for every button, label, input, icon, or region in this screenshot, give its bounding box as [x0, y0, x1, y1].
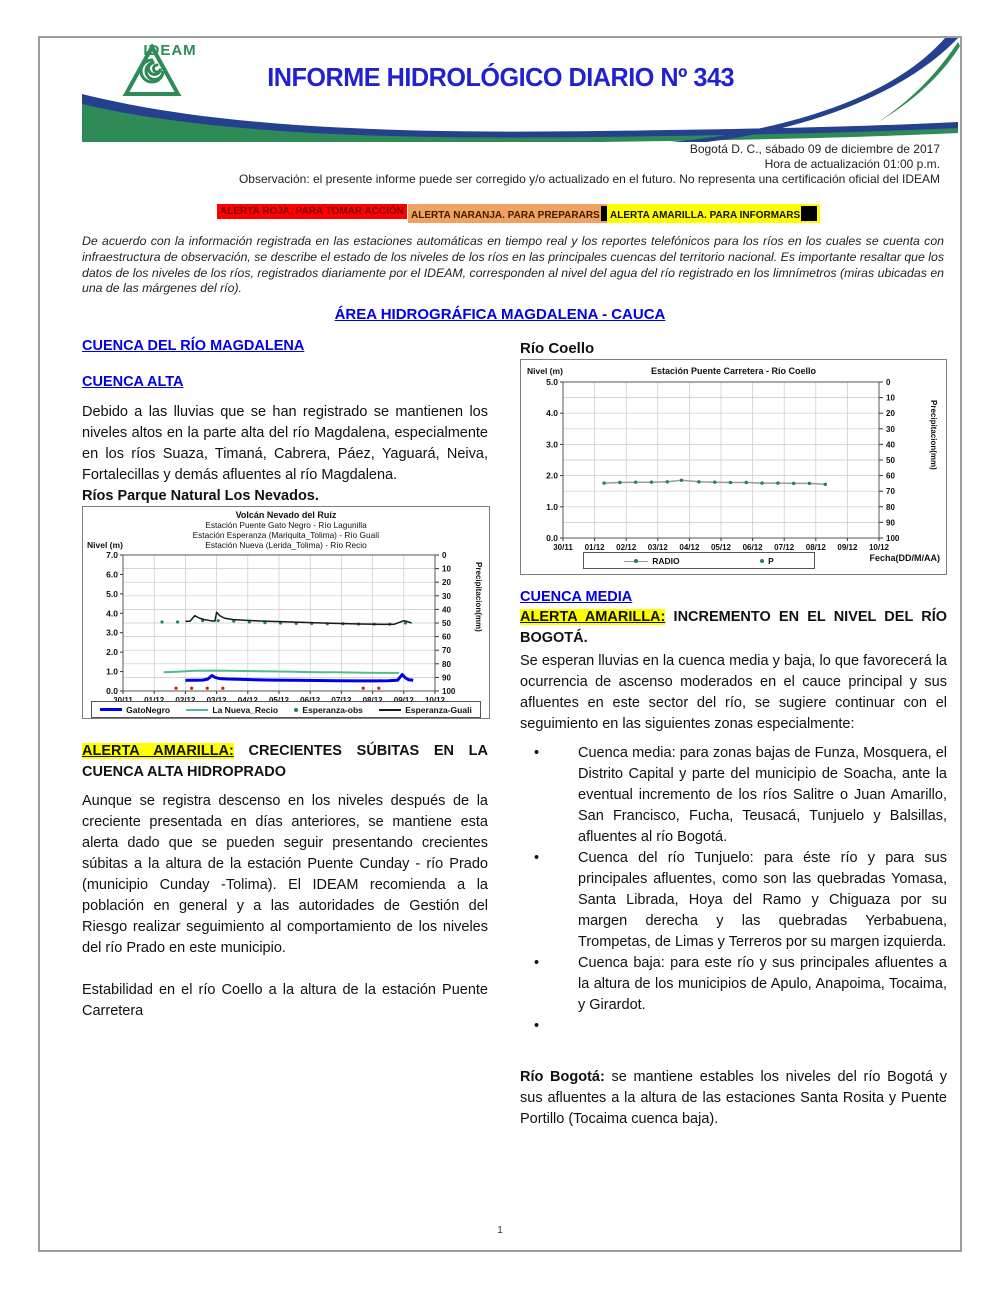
chart1-legend — [91, 701, 481, 718]
svg-text:80: 80 — [886, 502, 895, 512]
intro-paragraph: De acuerdo con la información registrada en las estaciones automáticas en tiempo real y los reportes telefónicos para los ríos en los cuales se cuenta con infraestructura de observación, se describe el estado de los niveles de los ríos en las principales cuencas del territorio nacional. Es importante resaltar que los datos de los niveles de los ríos, registrados diariamente por el IDEAM, corresponden al nivel del agua del río registrado en los limnímetros (miras ubicadas en una de las márgenes del río). — [82, 234, 944, 296]
list-item — [520, 953, 947, 1016]
chart-rio-coello — [520, 359, 947, 575]
watch-zones-list — [520, 743, 947, 1037]
dot-swatch — [294, 708, 298, 712]
logo-text: IDEAM — [143, 42, 197, 59]
chart2-legend — [583, 552, 815, 569]
rio-bogota-label: Río Bogotá: — [520, 1069, 605, 1085]
alert-orange-badge — [408, 204, 620, 223]
svg-text:0: 0 — [886, 378, 891, 387]
svg-text:30/11: 30/11 — [553, 543, 573, 552]
alert-title-text: CRECIENTES SÚBITAS EN LA CUENCA ALTA HIDROPRADO — [82, 743, 489, 780]
svg-text:5.0: 5.0 — [106, 588, 118, 599]
chart1-plot — [83, 507, 489, 718]
section-heading-cuenca-magdalena: CUENCA DEL RÍO MAGDALENA — [82, 338, 305, 354]
svg-text:20: 20 — [886, 409, 895, 419]
legend-item-radio — [624, 556, 679, 566]
legend-label: P — [768, 555, 774, 566]
svg-text:80: 80 — [442, 659, 451, 669]
svg-text:4.0: 4.0 — [546, 408, 558, 419]
rio-coello-heading: Río Coello — [520, 340, 595, 357]
svg-text:50: 50 — [886, 456, 895, 465]
cuenca-alta-paragraph: Debido a las lluvias que se han registrado se mantienen los niveles altos en la parte alta del río Magdalena, especialmente en los ríos Suaza, Timaná, Cabrera, Páez, Yaguará, Neiva, Fortalecillas y demás afluentes al río Magdalena. — [82, 404, 488, 483]
svg-text:40: 40 — [886, 440, 895, 450]
coello-stability-paragraph: Estabilidad en el río Coello a la altura de la estación Puente Carretera — [82, 982, 488, 1019]
svg-text:0: 0 — [442, 551, 447, 560]
dot-swatch — [760, 559, 764, 563]
alerta-amarilla-bogota — [520, 607, 947, 649]
svg-text:3.0: 3.0 — [106, 627, 118, 638]
svg-text:04/12: 04/12 — [679, 543, 700, 552]
mountain-triangle — [126, 47, 178, 94]
line-swatch — [100, 708, 122, 711]
chart1-title: Volcán Nevado del Ruíz — [235, 510, 337, 520]
chart1-right-axis-label: Precipitacion(mm) — [474, 562, 483, 632]
ideam-logo-icon — [120, 44, 184, 102]
legend-item-esperanza-obs — [294, 705, 362, 715]
chart1-left-axis-label: Nivel (m) — [87, 540, 123, 550]
legend-item-esperanza-guali — [379, 705, 472, 715]
chart2-title: Estación Puente Carretera - Río Coello — [650, 366, 817, 376]
svg-text:10: 10 — [886, 393, 895, 403]
bullet-marker: • — [534, 1018, 540, 1034]
svg-text:02/12: 02/12 — [616, 543, 637, 552]
rio-bogota-paragraph — [520, 1067, 947, 1130]
alert-red-badge: ALERTA ROJA. PARA TOMAR ACCIÓN — [217, 204, 407, 219]
svg-text:0.0: 0.0 — [106, 686, 118, 696]
header-banner — [40, 38, 960, 142]
alert-yellow-highlight: ALERTA AMARILLA: — [520, 609, 666, 625]
chart1-subtitle-3: Estación Nueva (Lerida_Tolima) - Río Recio — [205, 540, 367, 550]
svg-text:1.0: 1.0 — [546, 501, 558, 512]
alert-legend — [40, 204, 960, 226]
chart2-right-axis-label: Precipitacion(mm) — [929, 400, 938, 470]
page-number: 1 — [497, 1225, 503, 1236]
svg-text:2.0: 2.0 — [546, 470, 558, 481]
chart1-caption: Ríos Parque Natural Los Nevados. — [82, 488, 319, 504]
bullet-marker: • — [534, 955, 540, 971]
svg-text:08/12: 08/12 — [805, 543, 826, 552]
date-block — [60, 142, 940, 187]
bullet-marker: • — [534, 850, 540, 866]
legend-item-gatonegro — [100, 705, 170, 715]
chart2-plot — [521, 360, 946, 574]
line-swatch — [186, 709, 208, 711]
bullet-marker: • — [534, 745, 540, 761]
svg-text:70: 70 — [886, 487, 895, 497]
svg-text:60: 60 — [886, 471, 895, 481]
update-time: Hora de actualización 01:00 p.m. — [764, 157, 940, 171]
observation-note: Observación: el presente informe puede ser corregido y/o actualizado en el futuro. No representa una certificación oficial del IDEAM — [238, 172, 940, 186]
svg-text:100: 100 — [886, 534, 900, 543]
dateline: Bogotá D. C., sábado 09 de diciembre de 2017 — [689, 142, 940, 156]
hidroprado-paragraph: Aunque se registra descenso en los niveles después de la creciente presentada en días anteriores, se mantiene esta alerta dado que se pueden seguir presentando crecientes súbitas a la altura de la estación Puente Cunday - río Prado (municipio Cunday -Tolima). El IDEAM recomienda a la población en general y a las autoridades de Gestión del Riesgo realizar seguimiento al comportamiento de los niveles del río Prado en este municipio. — [82, 793, 488, 956]
svg-text:7.0: 7.0 — [106, 550, 118, 560]
svg-text:2.0: 2.0 — [106, 647, 118, 658]
list-item — [520, 743, 947, 848]
alert-yellow-highlight: ALERTA AMARILLA: — [82, 743, 234, 759]
alerta-amarilla-hidroprado — [82, 741, 488, 783]
chart2-left-axis-label: Nivel (m) — [527, 366, 563, 376]
legend-label: Esperanza-Guali — [405, 704, 472, 715]
area-heading: ÁREA HIDROGRÁFICA MAGDALENA - CAUCA — [334, 306, 666, 323]
svg-text:30: 30 — [886, 424, 895, 434]
svg-text:05/12: 05/12 — [710, 543, 732, 552]
bullet-text: Cuenca baja: para este río y sus principales afluentes a la altura de los municipios de Apulo, Anapoima, Tocaima, y Girardot. — [578, 955, 947, 1013]
svg-text:3.0: 3.0 — [546, 439, 558, 450]
alert-orange-label: ALERTA NARANJA. PARA PREPARARS — [411, 210, 600, 221]
report-title: INFORME HIDROLÓGICO DIARIO Nº 343 — [267, 62, 735, 92]
svg-text:20: 20 — [442, 578, 451, 588]
line-dot-swatch — [624, 559, 648, 563]
legend-item-p — [760, 556, 774, 566]
legend-label: Esperanza-obs — [302, 704, 363, 715]
list-item — [520, 848, 947, 953]
legend-item-lanueva — [186, 705, 278, 715]
left-column — [82, 338, 488, 1030]
svg-text:03/12: 03/12 — [647, 543, 668, 552]
right-column — [520, 338, 947, 1138]
chart1-subtitle-2: Estación Esperanza (Mariquita_Tolima) - Río Gualí — [192, 530, 380, 540]
svg-text:0.0: 0.0 — [546, 533, 558, 543]
alert-title-text: INCREMENTO EN EL NIVEL DEL RÍO BOGOTÁ. — [520, 609, 948, 646]
svg-text:10/12: 10/12 — [868, 543, 890, 552]
bullet-text: Cuenca del río Tunjuelo: para éste río y para sus principales afluentes, como son las quebradas Yomasa, Santa Librada, Hoya del Ramo y Chiguaza por su margen derecha y las quebradas Yerbabuena, Trompetas, de Limas y Terreros por su margen izquierda. — [578, 850, 947, 950]
section-heading-cuenca-alta: CUENCA ALTA — [82, 374, 184, 390]
alert-yellow-label: ALERTA AMARILLA. PARA INFORMARS — [610, 210, 801, 221]
svg-text:70: 70 — [442, 646, 451, 656]
legend-label: GatoNegro — [126, 704, 171, 715]
list-item — [520, 1016, 947, 1037]
svg-text:50: 50 — [442, 619, 451, 628]
line-swatch — [379, 709, 401, 711]
rio-bogota-text: se mantiene estables los niveles del río Bogotá y sus afluentes a la altura de las estaciones Santa Rosita y Puente Portillo (Tocaima cuenca baja). — [520, 1069, 947, 1127]
svg-text:5.0: 5.0 — [546, 377, 558, 387]
svg-text:4.0: 4.0 — [106, 608, 118, 619]
svg-text:6.0: 6.0 — [106, 569, 118, 580]
svg-text:10: 10 — [442, 564, 451, 574]
svg-text:90: 90 — [886, 518, 895, 528]
svg-text:09/12: 09/12 — [837, 543, 858, 552]
chart1-subtitle-1: Estación Puente Gato Negro - Río Lagunilla — [205, 520, 367, 530]
cuenca-media-paragraph: Se esperan lluvias en la cuenca media y baja, lo que favorecerá la ocurrencia de ascenso moderados en el cauce principal y sus afluentes en este sector del río, se sugiere continuar con el seguimiento en las siguientes zonas especialmente: — [520, 653, 947, 732]
svg-text:60: 60 — [442, 632, 451, 642]
alert-yellow-badge — [607, 204, 820, 223]
section-heading-cuenca-media: CUENCA MEDIA — [520, 589, 633, 605]
legend-label: RADIO — [652, 555, 680, 566]
bullet-text: Cuenca media: para zonas bajas de Funza, Mosquera, el Distrito Capital y parte del municipio de Soacha, ante la eventual incremento de los ríos Salitre o Juan Amarillo, San Francisco, Fucha, Teusacá, Tunjuelo y Balsillas, afluentes al río Bogotá. — [578, 745, 947, 845]
legend-label: La Nueva_Recio — [212, 704, 279, 715]
report-page — [38, 36, 962, 1252]
svg-text:07/12: 07/12 — [774, 543, 795, 552]
svg-text:90: 90 — [442, 673, 451, 683]
chart2-x-axis-label: Fecha(DD/M/AA) — [869, 553, 940, 563]
chart-volcan-nevado — [82, 506, 490, 719]
svg-text:01/12: 01/12 — [584, 543, 605, 552]
ideam-logo — [120, 44, 220, 59]
svg-text:1.0: 1.0 — [106, 666, 118, 677]
svg-text:06/12: 06/12 — [742, 543, 763, 552]
svg-text:30: 30 — [442, 591, 451, 601]
svg-text:100: 100 — [442, 687, 456, 696]
redaction-box — [801, 206, 817, 221]
svg-text:40: 40 — [442, 605, 451, 615]
